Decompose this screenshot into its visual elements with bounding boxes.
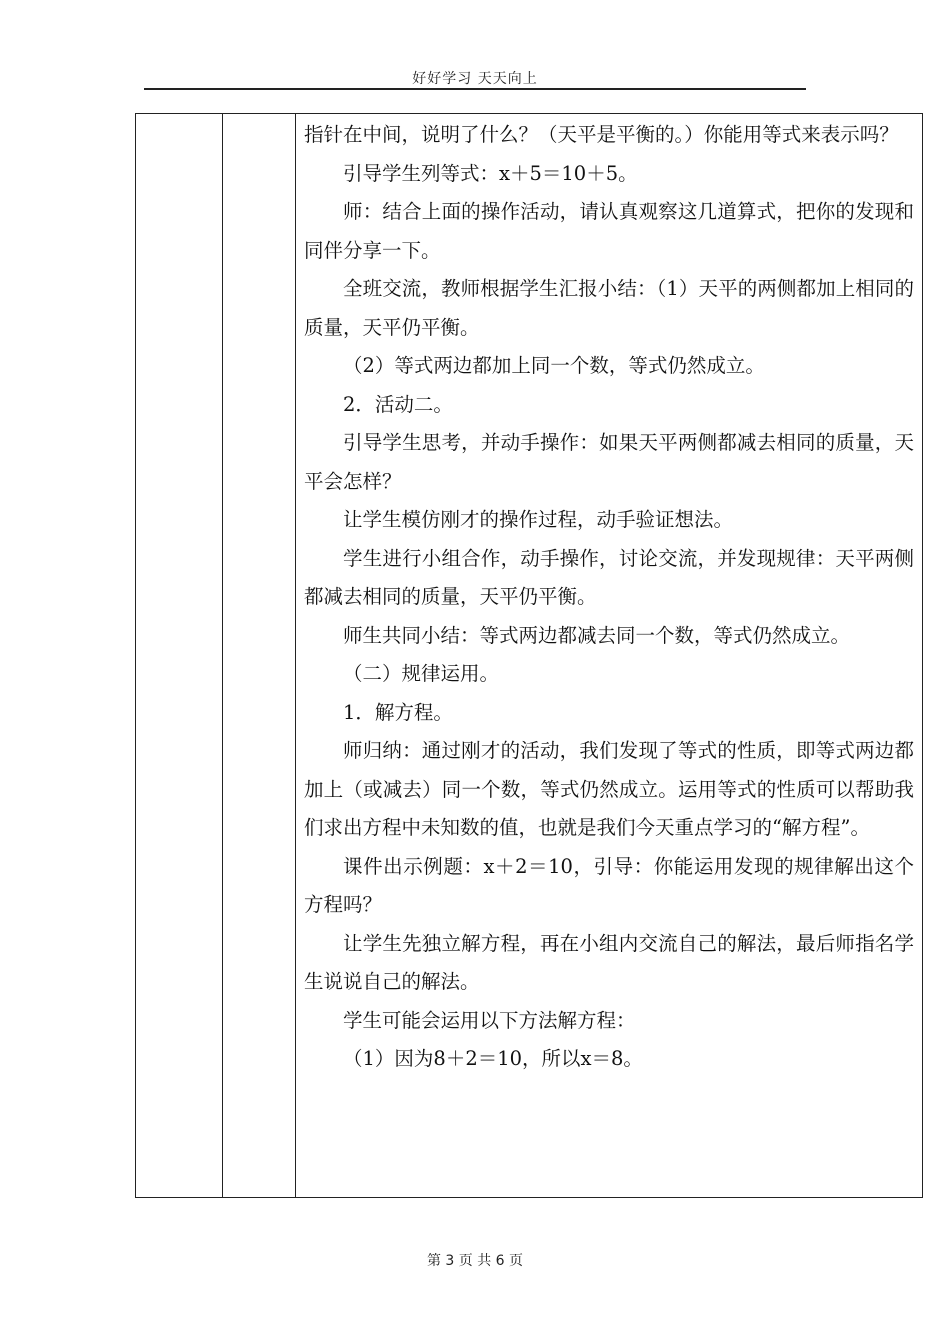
paragraph-4: 全班交流，教师根据学生汇报小结：（1）天平的两侧都加上相同的质量，天平仍平衡。: [304, 277, 914, 339]
table-content-cell: [296, 114, 922, 1197]
paragraph-3: 师：结合上面的操作活动，请认真观察这几道算式，把你的发现和同伴分享一下。: [304, 200, 914, 262]
paragraph-17: （1）因为8＋2＝10，所以x＝8。: [343, 1047, 643, 1070]
lesson-table: [135, 113, 923, 1198]
paragraph-1: 指针在中间，说明了什么？（天平是平衡的。）你能用等式来表示吗？: [304, 123, 899, 146]
paragraph-8: 让学生模仿刚才的操作过程，动手验证想法。: [343, 508, 734, 531]
paragraph-5: （2）等式两边都加上同一个数，等式仍然成立。: [343, 354, 765, 377]
paragraph-6: 2．活动二。: [343, 392, 453, 416]
table-column-1: [136, 114, 223, 1197]
paragraph-16: 学生可能会运用以下方法解方程：: [343, 1008, 636, 1032]
paragraph-10: 师生共同小结：等式两边都减去同一个数，等式仍然成立。: [343, 623, 851, 647]
page-footer: 第 3 页 共 6 页: [426, 1253, 524, 1269]
paragraph-13: 师归纳：通过刚才的活动，我们发现了等式的性质，即等式两边都加上（或减去）同一个数，等式仍然成立。运用等式的性质可以帮助我们求出方程中未知数的值，也就是我们今天重点学习的“解方程”。: [304, 739, 914, 839]
paragraph-12: 1．解方程。: [343, 700, 453, 724]
page-header: 好好学习 天天向上: [412, 71, 538, 87]
paragraph-9: 学生进行小组合作，动手操作，讨论交流，并发现规律：天平两侧都减去相同的质量，天平仍平衡。: [304, 546, 914, 608]
header-divider: [144, 88, 806, 90]
paragraph-15: 让学生先独立解方程，再在小组内交流自己的解法，最后师指名学生说说自己的解法。: [304, 931, 914, 993]
paragraph-14: 课件出示例题：x＋2＝10，引导：你能运用发现的规律解出这个方程吗？: [304, 854, 914, 916]
paragraph-2: 引导学生列等式：x＋5＝10＋5。: [343, 161, 638, 185]
paragraph-11: （二）规律运用。: [343, 662, 500, 685]
paragraph-7: 引导学生思考，并动手操作：如果天平两侧都减去相同的质量，天平会怎样？: [304, 431, 914, 493]
table-column-2: [223, 114, 296, 1197]
